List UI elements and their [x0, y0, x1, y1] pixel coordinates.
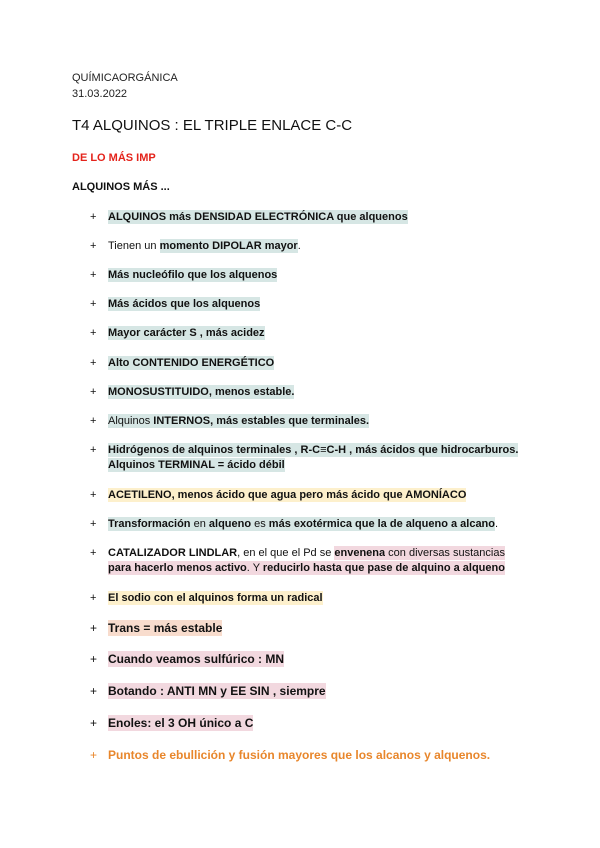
bullet-icon: +: [90, 592, 97, 604]
item-text: Más ácidos que los alquenos: [108, 298, 261, 310]
bullet-icon: +: [90, 444, 97, 456]
bullet-icon: +: [90, 386, 97, 398]
item-text-highlight: reducirlo hasta que pase de alquino a alqueno: [262, 562, 505, 574]
item-text: , en el que el Pd se: [237, 547, 335, 559]
item-text: Alquinos: [108, 415, 154, 427]
item-text: El sodio con el alquinos forma un radical: [108, 592, 323, 604]
item-text-highlight: Transformación: [108, 518, 191, 530]
bullet-icon: +: [90, 547, 97, 559]
item-text-highlight: envenena: [334, 547, 386, 559]
item-text: . Y: [246, 562, 263, 574]
bullet-icon: +: [90, 748, 98, 762]
bullet-icon: +: [90, 621, 98, 635]
item-text: .: [297, 240, 301, 252]
item-text-highlight: más exotérmica que la de alqueno a alcano: [268, 518, 495, 530]
subtitle: DE LO MÁS IMP: [72, 152, 156, 164]
item-text: Hidrógenos de alquinos terminales , R-C≡C-H , más ácidos que hidrocarburos.: [108, 444, 519, 456]
date-header: 31.03.2022: [72, 88, 128, 100]
item-text: Enoles: el 3 OH único a C: [108, 716, 254, 730]
bullet-icon: +: [90, 716, 98, 730]
bullet-icon: +: [90, 327, 97, 339]
item-text: Botando : ANTI MN y EE SIN , siempre: [108, 684, 326, 698]
bullet-icon: +: [90, 211, 97, 223]
item-text: , menos ácido que agua pero más ácido que AMONÍACO: [171, 489, 467, 501]
item-text: con diversas sustancias: [385, 547, 505, 559]
bullet-icon: +: [90, 269, 97, 281]
item-text: MONOSUSTITUIDO, menos estable.: [108, 386, 295, 398]
bullet-icon: +: [90, 518, 97, 530]
bullet-icon: +: [90, 357, 97, 369]
item-text: Cuando veamos sulfúrico : MN: [108, 652, 285, 666]
bullet-icon: +: [90, 489, 97, 501]
item-text: Alto CONTENIDO ENERGÉTICO: [108, 357, 275, 369]
item-text-highlight: ACETILENO: [108, 489, 172, 501]
item-text: ALQUINOS más DENSIDAD ELECTRÓNICA que alquenos: [108, 211, 408, 223]
bullet-icon: +: [90, 415, 97, 427]
bullet-icon: +: [90, 240, 97, 252]
item-text: Trans = más estable: [108, 621, 223, 635]
page-title: T4 ALQUINOS : EL TRIPLE ENLACE C-C: [72, 117, 353, 134]
bullet-icon: +: [90, 298, 97, 310]
bullet-icon: +: [90, 652, 98, 666]
section-heading: ALQUINOS MÁS ...: [72, 181, 170, 193]
item-text: es: [251, 518, 269, 530]
item-text: Mayor carácter S , más acidez: [108, 327, 265, 339]
item-text-highlight: para hacerlo menos activo: [108, 562, 247, 574]
subject-header: QUÍMICAORGÁNICA: [72, 72, 178, 84]
bullet-icon: +: [90, 684, 98, 698]
item-text-highlight: INTERNOS: [153, 415, 211, 427]
item-text: Alquinos TERMINAL = ácido débil: [108, 459, 285, 471]
item-text: Más nucleófilo que los alquenos: [108, 269, 278, 281]
item-text: Tienen un: [108, 240, 160, 252]
item-text: en: [190, 518, 209, 530]
item-text-highlight: alqueno: [208, 518, 252, 530]
item-text-highlight: momento DIPOLAR mayor: [159, 240, 298, 252]
item-text-bold: CATALIZADOR LINDLAR: [108, 547, 238, 559]
item-text-highlight: , más estables que terminales.: [210, 415, 370, 427]
item-text: .: [495, 518, 499, 530]
item-text: Puntos de ebullición y fusión mayores que los alcanos y alquenos.: [108, 748, 491, 762]
